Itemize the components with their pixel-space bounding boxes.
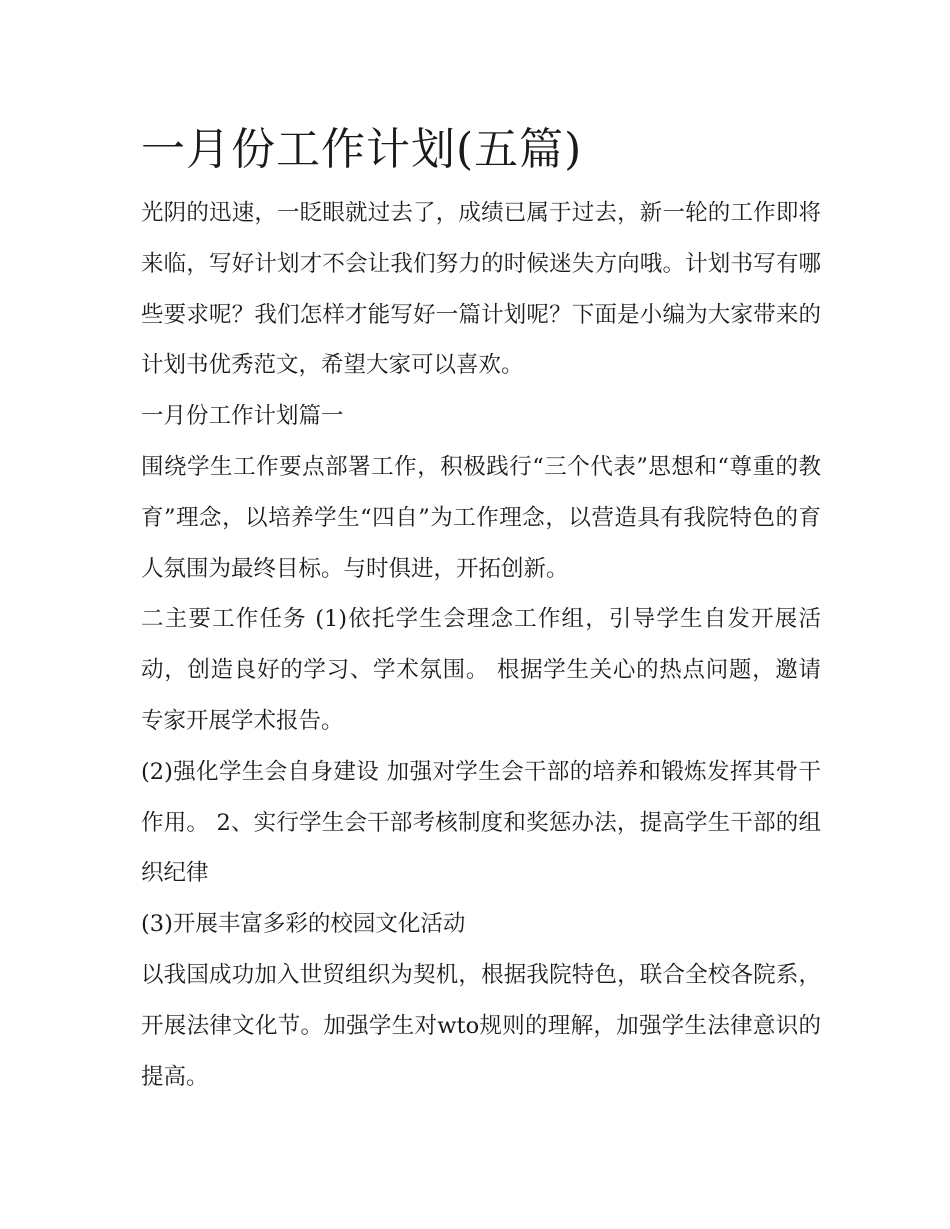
paragraph-main-tasks: 二主要工作任务 (1)依托学生会理念工作组，引导学生自发开展活动，创造良好的学习、学术氛围。 根据学生关心的热点问题，邀请专家开展学术报告。: [141, 606, 821, 734]
intro-paragraph: 光阴的迅速，一眨眼就过去了，成绩已属于过去，新一轮的工作即将来临，写好计划才不会让我们努力的时候迷失方向哦。计划书写有哪些要求呢？我们怎样才能写好一篇计划呢？下面是小编为大家带来的计划书优秀范文，希望大家可以喜欢。: [141, 200, 821, 379]
document-title: 一月份工作计划(五篇): [141, 124, 583, 175]
section-heading: 一月份工作计划篇一: [141, 403, 344, 430]
document-body: [141, 118, 821, 1102]
paragraph-self-building: (2)强化学生会自身建设 加强对学生会干部的培养和锻炼发挥其骨干作用。 2、实行学生会干部考核制度和奖惩办法，提高学生干部的组织纪律: [141, 758, 821, 887]
paragraph-campus-culture-heading: (3)开展丰富多彩的校园文化活动: [141, 911, 466, 938]
paragraph-guiding-idea: 围绕学生工作要点部署工作，积极践行“三个代表”思想和“尊重的教育”理念，以培养学生“四自”为工作理念，以营造具有我院特色的育人氛围为最终目标。与时俱进，开拓创新。: [141, 453, 821, 582]
paragraph-law-festival: 以我国成功加入世贸组织为契机，根据我院特色，联合全校各院系，开展法律文化节。加强学生对wto规则的理解，加强学生法律意识的提高。: [141, 961, 821, 1090]
